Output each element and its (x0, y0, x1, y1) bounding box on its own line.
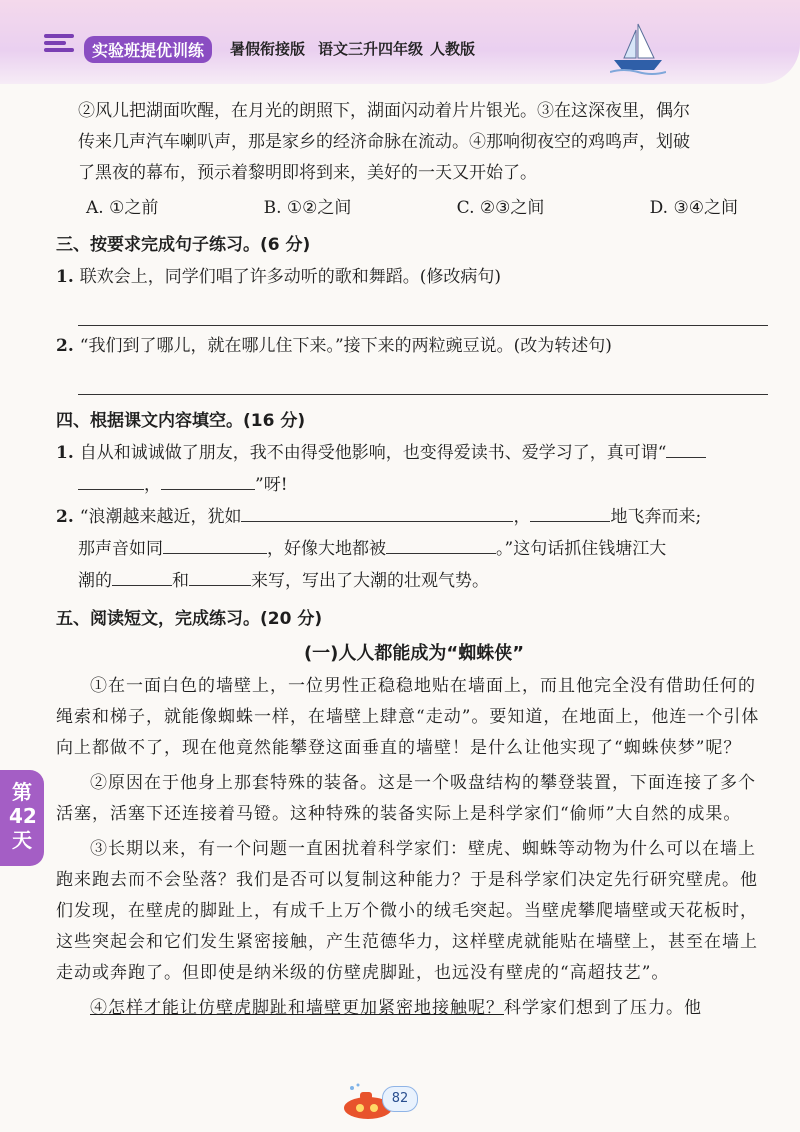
passage-title: (一)人人都能成为“蜘蛛侠” (303, 643, 525, 664)
day-side-tab (0, 770, 44, 866)
question-text-end: ”呀! (255, 475, 288, 495)
publisher-label: 人教版 (430, 40, 476, 58)
question-text: 地飞奔而来; (610, 507, 702, 527)
series-logo-icon (44, 34, 74, 55)
paragraph-4 (56, 993, 772, 1024)
fill-blank[interactable] (112, 567, 172, 586)
question-text: 。”这句话抓住钱塘江大 (496, 539, 667, 559)
question-text: ， (513, 507, 531, 527)
section-5-title: 五、阅读短文，完成练习。(20 分) (56, 609, 323, 629)
paragraph-3: ③长期以来，有一个问题一直困扰着科学家们：壁虎、蜘蛛等动物为什么可以在墙上跑来跑去而不会坠落？我们是否可以复制这种能力？于是科学家们决定先行研究壁虎。他们发现，在壁虎的脚趾上，有成千上万个微小的绒毛突起。当壁虎攀爬墙壁或天花板时，这些突起会和它们发生紧密接触，产生范德华力，这样壁虎就能贴在墙壁上，甚至在墙上走动或奔跑了。但即使是纳米级的仿壁虎脚趾，也远没有壁虎的“高超技艺”。 (56, 839, 758, 983)
fill-blank[interactable] (386, 535, 496, 554)
question-text: 潮的 (78, 571, 112, 591)
fill-blank[interactable] (530, 503, 610, 522)
paragraph-4-rest: 科学家们想到了压力。他 (504, 998, 702, 1018)
page-footer (340, 1074, 460, 1124)
series-title: 实验班提优训练 (84, 36, 212, 63)
underlined-sentence: ④怎样才能让仿壁虎脚趾和墙壁更加紧密地接触呢？ (90, 998, 504, 1018)
question-number: 1. (56, 443, 74, 463)
fill-blank[interactable] (189, 567, 251, 586)
question-number: 2. (56, 336, 74, 356)
fill-blank[interactable] (78, 471, 144, 490)
passage-line: 了黑夜的幕布，预示着黎明即将到来，美好的一天又开始了。 (78, 163, 537, 183)
passage-line: 传来几声汽车喇叭声，那是家乡的经济命脉在流动。④那响彻夜空的鸡鸣声，划破 (78, 132, 690, 152)
answer-options (56, 193, 772, 223)
question-4-1 (56, 437, 772, 469)
question-text: 来写，写出了大潮的壮观气势。 (251, 571, 489, 591)
paragraph-1: ①在一面白色的墙壁上，一位男性正稳稳地贴在墙面上，而且他完全没有借助任何的绳索和梯子，就能像蜘蛛一样，在墙壁上肆意“走动”。要知道，在地面上，他连一个引体向上都做不了，现在他竟然能攀登这面垂直的墙壁！是什么让他实现了“蜘蛛侠梦”呢？ (56, 676, 760, 758)
option-d: D. ③④之间 (649, 198, 738, 218)
question-text: 和 (172, 571, 189, 591)
subject-grade-label: 语文三升四年级 (318, 40, 424, 58)
question-number: 2. (56, 507, 74, 527)
question-text: 联欢会上，同学们唱了许多动听的歌和舞蹈。(修改病句) (79, 267, 502, 287)
page-content (56, 96, 772, 1024)
sailboat-icon (610, 22, 666, 76)
question-number: 1. (56, 267, 74, 287)
question-3-1 (56, 261, 772, 293)
question-text: “我们到了哪儿，就在哪儿住下来。”接下来的两粒豌豆说。(改为转述句) (79, 336, 612, 356)
day-label: 第42天 (9, 780, 37, 852)
fill-blank[interactable] (163, 535, 267, 554)
question-4-2-cont (56, 533, 772, 565)
question-4-2 (56, 501, 772, 533)
page-number: 82 (382, 1086, 418, 1112)
question-text: 那声音如同 (78, 539, 163, 559)
question-text: “浪潮越来越近，犹如 (79, 507, 242, 527)
option-b: B. ①②之间 (263, 198, 352, 218)
question-4-2-cont2 (56, 565, 772, 597)
question-text: 自从和诚诚做了朋友，我不由得受他影响，也变得爱读书、爱学习了，真可谓“ (79, 443, 667, 463)
answer-line-3-1[interactable] (78, 293, 768, 326)
answer-line-3-2[interactable] (78, 362, 768, 395)
paragraph-2: ②原因在于他身上那套特殊的装备。这是一个吸盘结构的攀登装置，下面连接了多个活塞，活塞下还连接着马镫。这种特殊的装备实际上是科学家们“偷师”大自然的成果。 (56, 773, 756, 824)
question-text: ，好像大地都被 (267, 539, 386, 559)
top-passage (56, 96, 772, 223)
question-4-1-cont (56, 469, 772, 501)
fill-blank[interactable] (666, 439, 706, 458)
fill-blank[interactable] (241, 503, 513, 522)
page-header (0, 0, 800, 84)
section-3-title: 三、按要求完成句子练习。(6 分) (56, 235, 311, 255)
section-4-title: 四、根据课文内容填空。(16 分) (56, 411, 306, 431)
passage-line: ②风儿把湖面吹醒，在月光的朗照下，湖面闪动着片片银光。③在这深夜里，偶尔 (78, 101, 690, 121)
fill-blank[interactable] (161, 471, 255, 490)
question-3-2 (56, 330, 772, 362)
separator: ， (144, 475, 161, 495)
option-c: C. ②③之间 (456, 198, 545, 218)
option-a: A. ①之前 (86, 198, 159, 218)
edition-label: 暑假衔接版 (230, 40, 306, 58)
